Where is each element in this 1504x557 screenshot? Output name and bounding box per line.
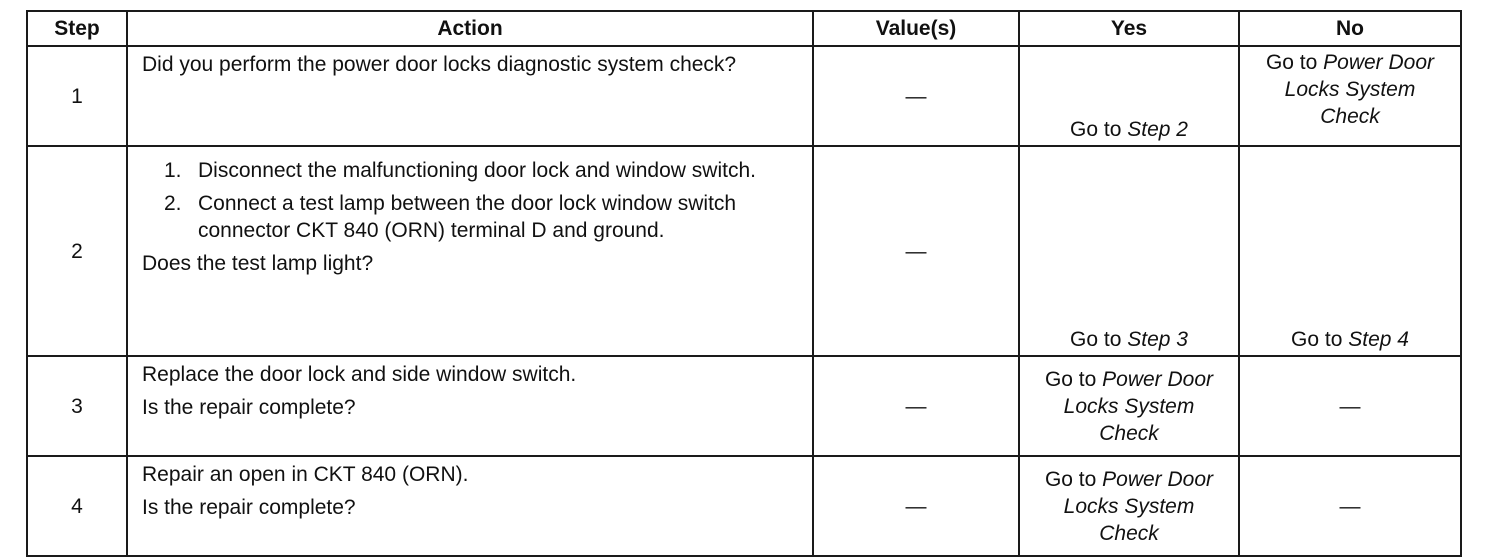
yes-cell [1019,46,1239,146]
action-cell [127,456,813,556]
list-item-number: 1. [164,159,182,182]
yes-prefix: Go to [1044,467,1103,491]
yes-prefix: Go to [1070,118,1128,141]
yes-cell [1019,356,1239,456]
value-dash: — [905,394,927,418]
header-no: No [1239,11,1461,46]
header-step: Step [27,11,127,46]
table-row [27,146,1461,356]
action-question: Does the test lamp light? [142,252,374,275]
no-target: Step 4 [1348,328,1409,351]
table-row [27,356,1461,456]
yes-prefix: Go to [1044,367,1103,391]
header-row [27,11,1461,46]
no-cell [1239,456,1461,556]
step-number: 2 [27,146,127,356]
list-item-number: 2. [164,192,182,215]
action-text: Replace the door lock and side window switch. [142,363,577,386]
no-target: Power Door Locks System Check [1284,51,1435,128]
action-steps-list [142,157,800,244]
value-cell [813,46,1019,146]
value-dash: — [905,84,927,108]
list-item [164,157,800,184]
no-prefix: Go to [1265,51,1324,74]
value-cell [813,146,1019,356]
yes-target: Power Door Locks System Check [1063,467,1214,545]
yes-cell [1019,146,1239,356]
no-prefix: Go to [1291,328,1349,351]
step-number: 4 [27,456,127,556]
step-number: 3 [27,356,127,456]
action-text: Did you perform the power door locks diagnostic system check? [142,53,737,76]
action-question: Is the repair complete? [142,396,356,419]
no-cell [1239,146,1461,356]
header-values: Value(s) [813,11,1019,46]
no-cell [1239,356,1461,456]
step-number: 1 [27,46,127,146]
action-cell [127,356,813,456]
yes-target: Power Door Locks System Check [1063,367,1214,445]
yes-target: Step 3 [1127,328,1188,351]
diagnostic-table [26,10,1462,557]
no-dash: — [1339,494,1361,518]
header-action: Action [127,11,813,46]
yes-prefix: Go to [1070,328,1128,351]
list-item-text: Connect a test lamp between the door lock window switch connector CKT 840 (ORN) terminal D and ground. [198,192,737,242]
value-cell [813,456,1019,556]
yes-target: Step 2 [1127,118,1188,141]
action-question: Is the repair complete? [142,496,356,519]
no-dash: — [1339,394,1361,418]
yes-cell [1019,456,1239,556]
action-cell [127,146,813,356]
table-row [27,46,1461,146]
value-cell [813,356,1019,456]
table-row [27,456,1461,556]
action-text: Repair an open in CKT 840 (ORN). [142,463,469,486]
no-cell [1239,46,1461,146]
header-yes: Yes [1019,11,1239,46]
action-cell [127,46,813,146]
value-dash: — [905,494,927,518]
value-dash: — [905,239,927,263]
list-item [164,190,800,244]
list-item-text: Disconnect the malfunctioning door lock and window switch. [198,159,756,182]
